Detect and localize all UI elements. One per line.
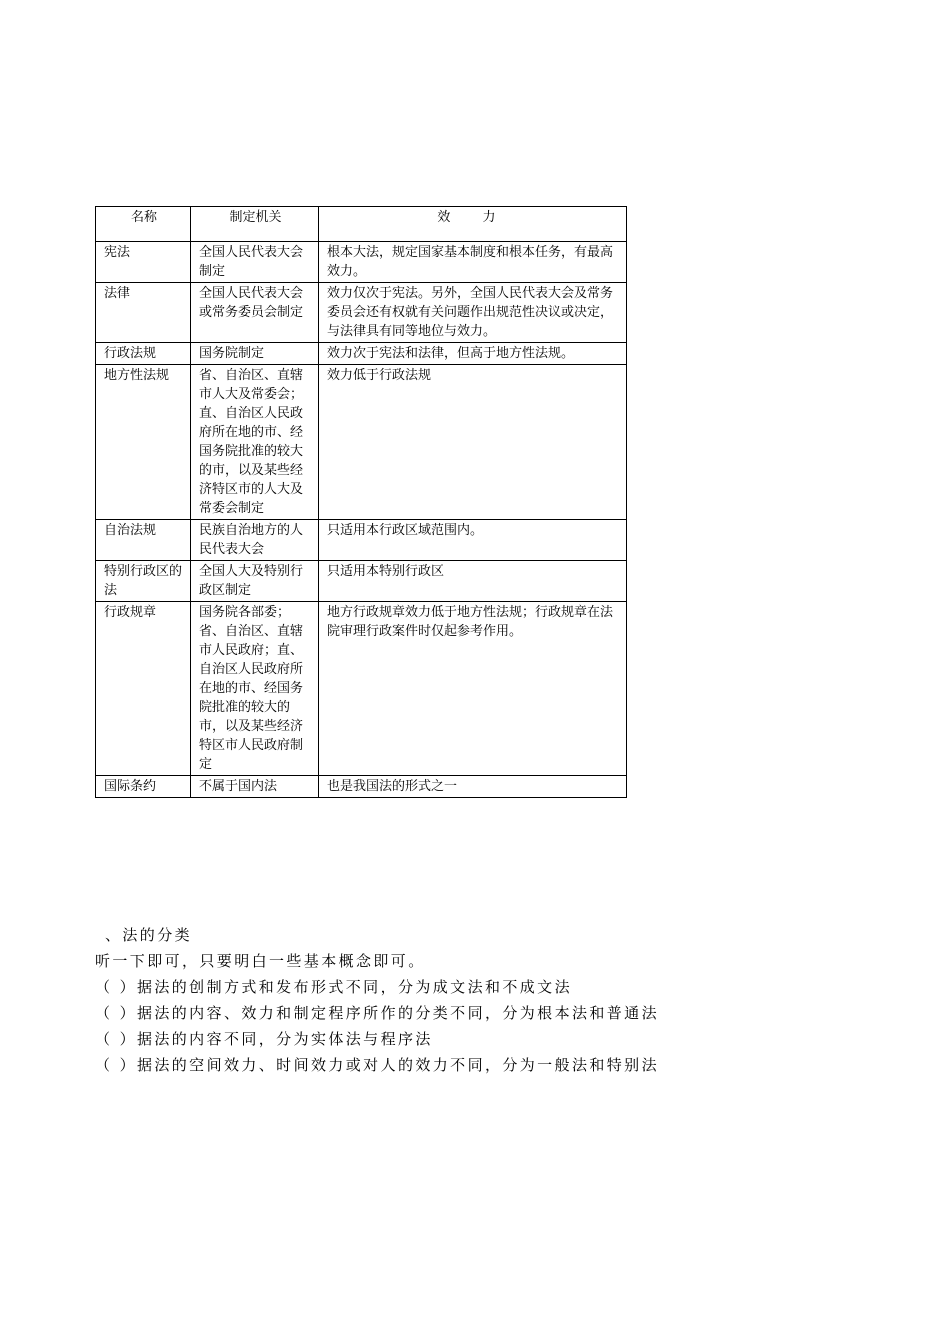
list-item: （ ）据法的空间效力、时间效力或对人的效力不同，分为一般法和特别法	[95, 1056, 659, 1074]
cell-effect: 效力低于行政法规	[319, 365, 627, 520]
table-row	[96, 343, 627, 365]
table-row	[96, 283, 627, 343]
section-heading: 、法的分类	[105, 926, 193, 944]
list-item: （ ）据法的内容、效力和制定程序所作的分类不同，分为根本法和普通法	[95, 1004, 659, 1022]
cell-organ: 省、自治区、直辖市人大及常委会；直、自治区人民政府所在地的市、经国务院批准的较大的市，以及某些经济特区市的人大及常委会制定	[191, 365, 319, 520]
cell-name: 国际条约	[96, 776, 191, 798]
cell-organ: 国务院制定	[191, 343, 319, 365]
cell-effect: 也是我国法的形式之一	[319, 776, 627, 798]
cell-name: 法律	[96, 283, 191, 343]
table-header-row	[96, 207, 627, 242]
cell-organ: 全国人大及特别行政区制定	[191, 561, 319, 602]
law-forms-table	[95, 206, 627, 798]
cell-name: 自治法规	[96, 520, 191, 561]
cell-effect: 只适用本特别行政区	[319, 561, 627, 602]
cell-effect: 效力次于宪法和法律，但高于地方性法规。	[319, 343, 627, 365]
cell-name: 地方性法规	[96, 365, 191, 520]
table-row	[96, 242, 627, 283]
table-row	[96, 561, 627, 602]
table-row	[96, 776, 627, 798]
header-name: 名称	[96, 207, 191, 242]
law-classification-section	[95, 922, 855, 1078]
list-item: （ ）据法的内容不同，分为实体法与程序法	[95, 1030, 433, 1048]
cell-organ: 全国人民代表大会或常务委员会制定	[191, 283, 319, 343]
table-row	[96, 602, 627, 776]
cell-organ: 民族自治地方的人民代表大会	[191, 520, 319, 561]
cell-name: 宪法	[96, 242, 191, 283]
cell-effect: 效力仅次于宪法。另外，全国人民代表大会及常务委员会还有权就有关问题作出规范性决议或决定，与法律具有同等地位与效力。	[319, 283, 627, 343]
cell-effect: 地方行政规章效力低于地方性法规；行政规章在法院审理行政案件时仅起参考作用。	[319, 602, 627, 776]
cell-organ: 国务院各部委；省、自治区、直辖市人民政府；直、自治区人民政府所在地的市、经国务院批准的较大的市，以及某些经济特区市人民政府制定	[191, 602, 319, 776]
cell-effect: 只适用本行政区域范围内。	[319, 520, 627, 561]
header-organ: 制定机关	[191, 207, 319, 242]
header-effect: 效 力	[319, 207, 627, 242]
table-row	[96, 520, 627, 561]
cell-name: 行政法规	[96, 343, 191, 365]
cell-name: 行政规章	[96, 602, 191, 776]
cell-organ: 不属于国内法	[191, 776, 319, 798]
cell-effect: 根本大法，规定国家基本制度和根本任务，有最高效力。	[319, 242, 627, 283]
table-row	[96, 365, 627, 520]
list-item: （ ）据法的创制方式和发布形式不同，分为成文法和不成文法	[95, 978, 572, 996]
cell-name: 特别行政区的法	[96, 561, 191, 602]
cell-organ: 全国人民代表大会制定	[191, 242, 319, 283]
section-intro: 听一下即可，只要明白一些基本概念即可。	[95, 952, 426, 970]
